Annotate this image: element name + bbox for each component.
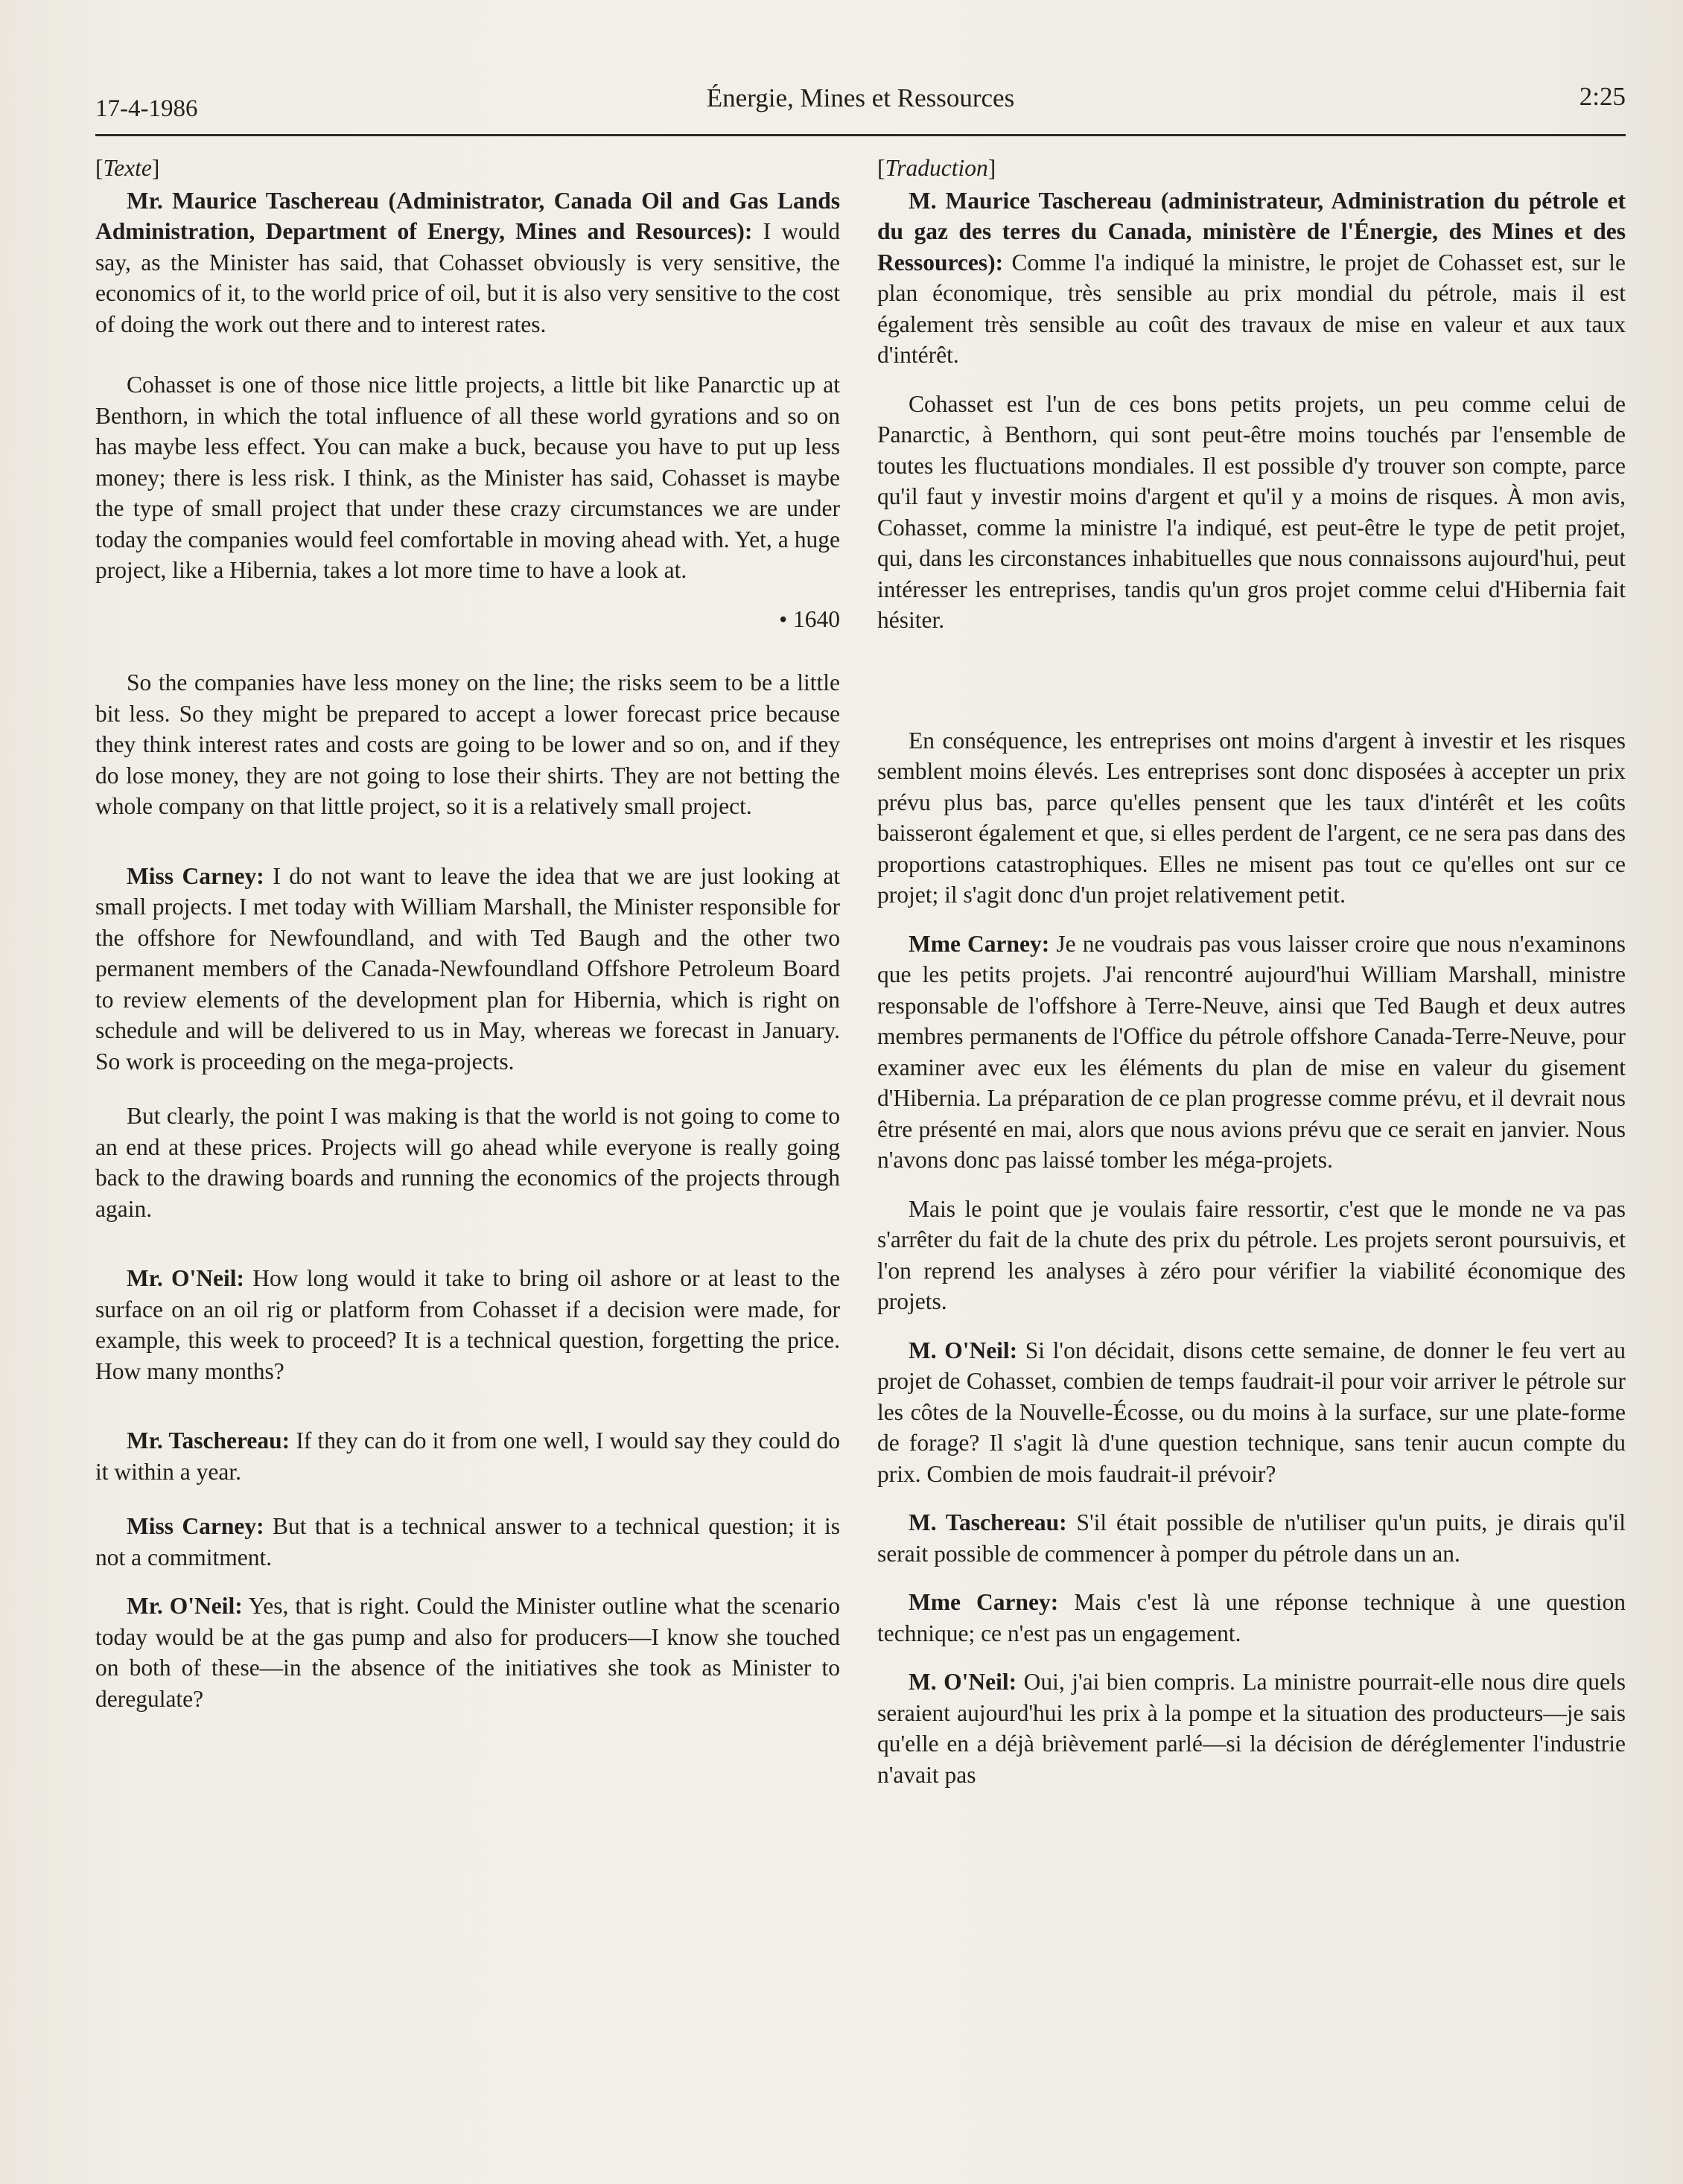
speaker-name: Mme Carney: — [909, 930, 1050, 957]
paragraph — [877, 185, 1626, 371]
paragraph — [877, 929, 1626, 1176]
speaker-name: M. O'Neil: — [909, 1337, 1018, 1363]
speaker-name: Mr. O'Neil: — [127, 1593, 243, 1619]
paragraph-text: Je ne voudrais pas vous laisser croire que nous n'examinons que les petits projets. J'ai rencontré aujourd'hui William Marshall, ministre responsable de l'offshore à Terre-Neuve, ainsi que Ted Baugh et deux autres membres permanents de l'Office du pétrole offshore Canada-Terre-Neuve, pour examiner avec eux les éléments du plan de mise en valeur du gisement d'Hibernia. La préparation de ce plan progresse comme prévu, et il devrait nous être présenté en mai, alors que nous avions prévu que ce serait en janvier. Nous n'avons donc pas laissé tomber les méga-projets. — [877, 930, 1626, 1173]
paragraph — [95, 861, 840, 1077]
right-column-tag: [Traduction] — [877, 155, 996, 181]
right-column — [877, 153, 1626, 1808]
paragraph — [877, 389, 1626, 636]
paragraph-text: Comme l'a indiqué la ministre, le projet de Cohasset est, sur le plan économique, très sensible au prix mondial du pétrole, mais il est également très sensible au coût des travaux de mise en valeur et aux taux d'intérêt. — [877, 249, 1626, 368]
paragraph-text: I do not want to leave the idea that we are just looking at small projects. I met today with William Marshall, the Minister responsible for the offshore for Newfoundland, and with Ted Baugh and the other two permanent members of the Canada-Newfoundland Offshore Petroleum Board to review elements of the development plan for Hibernia, which is right on schedule and will be delivered to us in May, whereas we forecast in January. So work is proceeding on the mega-projects. — [95, 862, 840, 1075]
header-date: 17-4-1986 — [95, 95, 198, 122]
paragraph-text: S'il était possible de n'utiliser qu'un puits, je dirais qu'il serait possible de commencer à pomper du pétrole dans un an. — [877, 1509, 1626, 1567]
paragraph-text: Cohasset est l'un de ces bons petits projets, un peu comme celui de Panarctic, à Benthorn, qui sont peut-être moins touchés par l'ensemble de toutes les fluctuations mondiales. Il est possible d'y trouver son compte, parce qu'il faut y investir moins d'argent et qu'il y a moins de risques. À mon avis, Cohasset, comme la ministre l'a indiqué, est peut-être le type de petit projet, qui, dans les circonstances inhabituelles que nous connaissons aujourd'hui, peut intéresser les entreprises, tandis qu'un gros projet comme celui d'Hibernia fait hésiter. — [877, 390, 1626, 633]
header-title: Énergie, Mines et Ressources — [706, 83, 1015, 112]
paragraph-text: En conséquence, les entreprises ont moins d'argent à investir et les risques semblent moins élevés. Les entreprises sont donc disposées à accepter un prix prévu plus bas, parce qu'elles pensent que les taux d'intérêt et les coûts baisseront également et que, si elles perdent de l'argent, ce ne sera pas dans des proportions catastrophiques. Elles ne misent pas tout ce qu'elles ont sur ce projet; il s'agit donc d'un projet relativement petit. — [877, 727, 1626, 908]
page-header — [95, 74, 1626, 136]
paragraph-text: But that is a technical answer to a technical question; it is not a commitment. — [95, 1513, 840, 1570]
speaker-name: Miss Carney: — [127, 1513, 264, 1539]
speaker-name: Mr. Maurice Taschereau (Administrator, Canada Oil and Gas Lands Administration, Department of Energy, Mines and Resources): — [95, 187, 840, 244]
paragraph — [877, 1507, 1626, 1569]
paragraph — [877, 1666, 1626, 1790]
paragraph — [95, 1511, 840, 1573]
paragraph-text: Oui, j'ai bien compris. La ministre pourrait-elle nous dire quels seraient aujourd'hui les prix à la pompe et la situation des producteurs—je sais qu'elle en a déjà brièvement parlé—si la décision de déréglementer l'industrie n'avait pas — [877, 1669, 1626, 1788]
paragraph — [877, 1587, 1626, 1649]
paragraph — [95, 185, 840, 340]
paragraph — [877, 1335, 1626, 1490]
speaker-name: Miss Carney: — [127, 862, 264, 889]
time-marker: • 1640 — [779, 605, 840, 632]
left-column — [95, 153, 840, 1732]
paragraph-text: Cohasset is one of those nice little projects, a little bit like Panarctic up at Benthorn, in which the total influence of all these world gyrations and so on has maybe less effect. You can make a buck, because you have to put up less money; there is less risk. I think, as the Minister has said, Cohasset is maybe the type of small project that under these crazy circumstances we are under today the companies would feel comfortable in moving ahead with. Yet, a huge project, like a Hibernia, takes a lot more time to have a look at. — [95, 372, 840, 583]
paragraph-text: Si l'on décidait, disons cette semaine, de donner le feu vert au projet de Cohasset, combien de temps faudrait-il pour voir arriver le pétrole sur les côtes de la Nouvelle-Écosse, ou du moins à la surface, sur une plate-forme de forage? Il s'agit là d'une question technique, sans tenir aucun compte du prix. Combien de mois faudrait-il prévoir? — [877, 1337, 1626, 1487]
paragraph — [95, 1263, 840, 1387]
paragraph — [95, 1591, 840, 1714]
paragraph — [877, 725, 1626, 911]
paragraph-text: If they can do it from one well, I would say they could do it within a year. — [95, 1427, 840, 1485]
paragraph-text: Mais le point que je voulais faire ressortir, c'est que le monde ne va pas s'arrêter du fait de la chute des prix du pétrole. Les projets seront poursuivis, et l'on reprend les analyses à zéro pour vérifier la viabilité économique des projets. — [877, 1195, 1626, 1314]
header-page-number: 2:25 — [1579, 82, 1626, 111]
speaker-name: M. Taschereau: — [909, 1509, 1067, 1535]
speaker-name: M. O'Neil: — [909, 1669, 1017, 1695]
paragraph-text: Mais c'est là une réponse technique à une question technique; ce n'est pas un engagement. — [877, 1589, 1626, 1646]
speaker-name: Mr. Taschereau: — [127, 1427, 290, 1454]
paragraph-text: Yes, that is right. Could the Minister outline what the scenario today would be at the gas pump and also for producers—I know she touched on both of these—in the absence of the initiatives she took as Minister to deregulate? — [95, 1593, 841, 1712]
paragraph — [95, 369, 840, 586]
speaker-name: Mr. O'Neil: — [127, 1265, 244, 1291]
paragraph — [877, 1194, 1626, 1317]
paragraph — [95, 1101, 840, 1224]
paragraph — [95, 1425, 840, 1487]
paragraph-text: I would say, as the Minister has said, that Cohasset obviously is very sensitive, the economics of it, to the world price of oil, but it is also very sensitive to the cost of doing the work out there and to interest rates. — [95, 218, 840, 337]
paragraph-text: But clearly, the point I was making is that the world is not going to come to an end at these prices. Projects will go ahead while everyone is really going back to the drawing boards and running the economics of the projects through again. — [95, 1103, 840, 1222]
paragraph-text: How long would it take to bring oil ashore or at least to the surface on an oil rig or platform from Cohasset if a decision were made, for example, this week to proceed? It is a technical question, forgetting the price. How many months? — [95, 1265, 840, 1384]
paragraph-text: So the companies have less money on the line; the risks seem to be a little bit less. So they might be prepared to accept a lower forecast price because they think interest rates and costs are going to be lower and so on, and if they do lose money, they are not going to lose their shirts. They are not betting the whole company on that little project, so it is a relatively small project. — [95, 669, 840, 819]
speaker-name: M. Maurice Taschereau (administrateur, Administration du pétrole et du gaz des terres du Canada, ministère de l'Énergie, des Mines et des Ressources): — [877, 187, 1626, 276]
paragraph — [95, 667, 840, 822]
speaker-name: Mme Carney: — [909, 1589, 1059, 1615]
left-column-tag: [Texte] — [95, 155, 160, 181]
